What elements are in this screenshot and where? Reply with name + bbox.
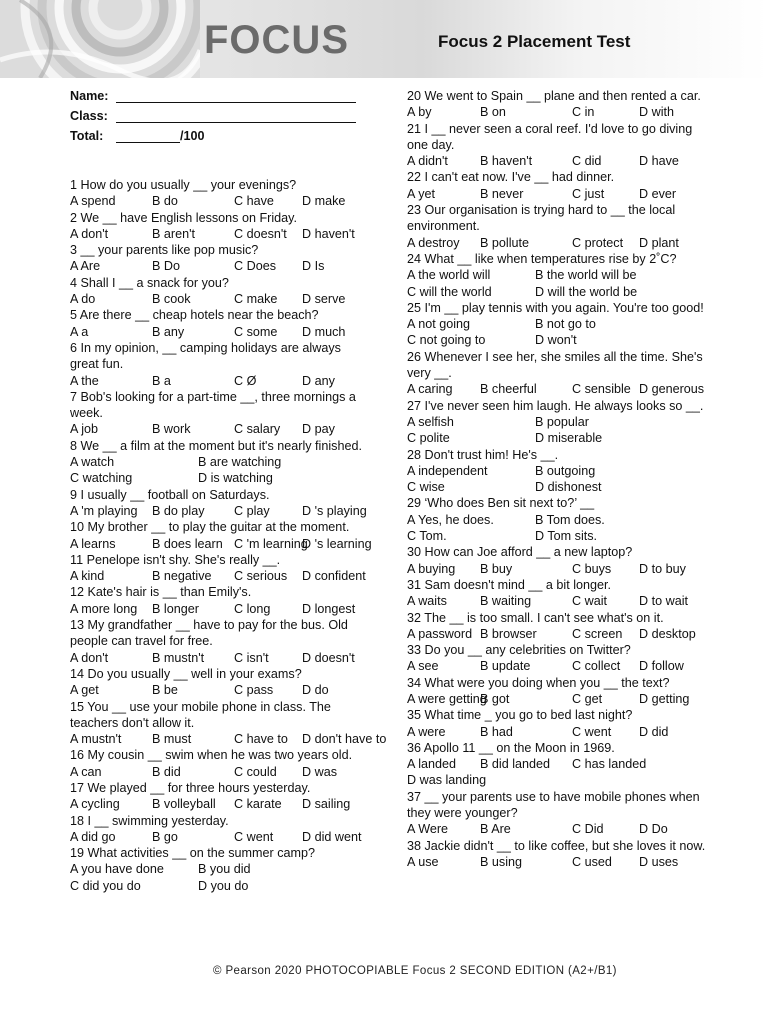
answer-options-row [70, 226, 370, 242]
answer-option[interactable]: B buy [480, 561, 513, 576]
answer-option[interactable]: C not going to [407, 333, 486, 348]
answer-options-row [70, 324, 370, 340]
answer-option[interactable]: D plant [639, 235, 679, 250]
answer-option[interactable]: B never [480, 186, 524, 201]
answer-options-row [70, 829, 370, 845]
focus-swirl-graphic [0, 0, 200, 78]
answer-option[interactable]: C 'm learning [234, 536, 308, 551]
answer-options-row [70, 454, 370, 470]
answer-option[interactable]: B must [152, 732, 192, 747]
answer-option[interactable]: C polite [407, 431, 450, 446]
answer-option[interactable]: C pass [234, 683, 274, 698]
answer-options-row [70, 861, 370, 877]
answer-option[interactable]: A were [407, 724, 446, 739]
answer-option[interactable]: D Is [302, 259, 325, 274]
answer-option[interactable]: B had [480, 724, 513, 739]
answer-option[interactable]: B Tom does. [535, 512, 605, 527]
answer-option[interactable]: B volleyball [152, 797, 216, 812]
answer-options-row [407, 724, 707, 740]
answer-options-row [70, 536, 370, 552]
answer-option[interactable]: A didn't [407, 154, 448, 169]
answer-options-row [70, 682, 370, 698]
question-text: 26 Whenever I see her, she smiles all the time. She's very __. [407, 349, 703, 381]
question-text: 15 You __ use your mobile phone in class. The teachers don't allow it. [70, 699, 331, 730]
answer-option[interactable]: D ever [639, 186, 677, 201]
answer-option[interactable]: A you have done [70, 862, 164, 877]
answer-option[interactable]: C wait [572, 594, 607, 609]
answer-option[interactable]: A spend [70, 194, 116, 209]
answer-option[interactable]: D Tom sits. [535, 529, 598, 544]
answer-options-row [407, 626, 707, 642]
question-text: 25 I'm __ play tennis with you again. You're too good! [407, 300, 704, 315]
answer-option[interactable]: D don't have to [302, 732, 387, 747]
question-text: 7 Bob's looking for a part-time __, three mornings a week. [70, 389, 356, 421]
answer-option[interactable]: B are watching [198, 455, 282, 470]
answer-option[interactable]: A landed [407, 757, 457, 772]
answer-option[interactable]: B Do [152, 259, 180, 274]
answer-option[interactable]: D you do [198, 878, 249, 893]
answer-option[interactable]: B pollute [480, 235, 530, 250]
answer-option[interactable]: A kind [70, 569, 105, 584]
answer-options-row [407, 854, 707, 870]
answer-options-row [407, 756, 707, 772]
answer-option[interactable]: C went [572, 724, 612, 739]
question-text: 11 Penelope isn't shy. She's really __. [70, 552, 281, 567]
total-label: Total: [70, 129, 104, 143]
answer-options-row [407, 381, 707, 397]
question-text: 33 Do you __ any celebrities on Twitter? [407, 643, 631, 658]
answer-option[interactable]: C screen [572, 626, 623, 641]
answer-option[interactable]: B did landed [480, 757, 551, 772]
answer-option[interactable]: C did [572, 154, 602, 169]
answer-option[interactable]: D getting [639, 691, 690, 706]
answer-option[interactable]: C salary [234, 422, 281, 437]
answer-option[interactable]: B negative [152, 569, 212, 584]
answer-option[interactable]: A the world will [407, 268, 491, 283]
answer-option[interactable]: A see [407, 659, 439, 674]
answer-option[interactable]: D desktop [639, 626, 696, 641]
question-text: 1 How do you usually __ your evenings? [70, 178, 297, 192]
answer-option[interactable]: D to buy [639, 561, 686, 576]
answer-options-row [407, 691, 707, 707]
question-text: 9 I usually __ football on Saturdays. [70, 487, 270, 502]
class-line [116, 122, 356, 123]
question-text: 6 In my opinion, __ camping holidays are always great fun. [70, 340, 341, 372]
answer-option[interactable]: C will the world [407, 284, 492, 299]
answer-option[interactable]: C make [234, 292, 278, 307]
answer-options-row [407, 479, 707, 495]
answer-option[interactable]: A do [70, 292, 96, 307]
answer-option[interactable]: D do [302, 683, 329, 698]
answer-option[interactable]: C karate [234, 797, 282, 812]
answer-option[interactable]: C have [234, 194, 274, 209]
answer-option[interactable]: B waiting [480, 594, 532, 609]
answer-option[interactable]: D doesn't [302, 650, 355, 665]
total-line [116, 142, 180, 143]
answer-options-row [407, 593, 707, 609]
answer-option[interactable]: D miserable [535, 431, 603, 446]
answer-option[interactable]: C play [234, 503, 270, 518]
answer-option[interactable]: C wise [407, 480, 445, 495]
question-text: 4 Shall I __ a snack for you? [70, 275, 229, 290]
answer-option[interactable]: A yet [407, 186, 436, 201]
answer-option[interactable]: C have to [234, 732, 288, 747]
answer-option[interactable]: A selfish [407, 414, 454, 429]
answer-option[interactable]: B mustn't [152, 650, 205, 665]
answer-option[interactable]: A cycling [70, 797, 120, 812]
answer-option[interactable]: B go [152, 829, 178, 844]
answer-options-row [70, 568, 370, 584]
answer-option[interactable]: D confident [302, 569, 366, 584]
answer-option[interactable]: D was [302, 764, 337, 779]
answer-options-row [70, 373, 370, 389]
answer-option[interactable]: C has landed [572, 757, 647, 772]
answer-option[interactable]: B haven't [480, 154, 533, 169]
answer-option[interactable]: D with [639, 105, 674, 120]
answer-option[interactable]: C used [572, 854, 612, 869]
answer-option[interactable]: C get [572, 691, 603, 706]
answer-option[interactable]: D will the world be [535, 284, 638, 299]
answer-option[interactable]: C went [234, 829, 274, 844]
answer-option[interactable]: B using [480, 854, 523, 869]
question-text: 23 Our organisation is trying hard to __ the local environment. [407, 203, 676, 234]
answer-options-row [407, 512, 707, 528]
answer-option[interactable]: A get [70, 683, 99, 698]
answer-options-row [407, 284, 707, 300]
answer-option[interactable]: D uses [639, 854, 679, 869]
answer-options-row [407, 267, 707, 283]
answer-options-row [407, 235, 707, 251]
question-text: 16 My cousin __ swim when he was two years old. [70, 748, 353, 763]
answer-option[interactable]: A job [70, 422, 99, 437]
answer-options-row [70, 421, 370, 437]
answer-option[interactable]: A Yes, he does. [407, 512, 494, 527]
answer-option[interactable]: D make [302, 194, 346, 209]
answer-option[interactable]: B got [480, 691, 510, 706]
answer-option[interactable]: B be [152, 683, 178, 698]
answer-option[interactable]: D did [639, 724, 669, 739]
answer-option[interactable]: A can [70, 764, 102, 779]
answer-options-row [407, 561, 707, 577]
answer-option[interactable]: C collect [572, 659, 621, 674]
answer-option[interactable]: D sailing [302, 797, 351, 812]
answer-option[interactable]: A a [70, 324, 89, 339]
answer-options-row [407, 463, 707, 479]
answer-option[interactable]: C some [234, 324, 278, 339]
answer-option[interactable]: A don't [70, 650, 109, 665]
answer-option[interactable]: C did you do [70, 878, 141, 893]
answer-option[interactable]: D dishonest [535, 480, 602, 495]
answer-option[interactable]: D generous [639, 382, 705, 397]
answer-options-row [407, 658, 707, 674]
answer-option[interactable]: A caring [407, 382, 453, 397]
question-text: 17 We played __ for three hours yesterday. [70, 780, 311, 795]
answer-option[interactable]: A 'm playing [70, 503, 138, 518]
answer-option[interactable]: C doesn't [234, 226, 287, 241]
question-text: 18 I __ swimming yesterday. [70, 813, 229, 828]
question-text: 21 I __ never seen a coral reef. I'd love to go diving one day. [407, 121, 693, 152]
question-text: 22 I can't eat now. I've __ had dinner. [407, 170, 615, 185]
answer-option[interactable]: C watching [70, 471, 133, 486]
answer-option[interactable]: C Tom. [407, 529, 447, 544]
answer-option[interactable]: B on [480, 105, 506, 120]
answer-option[interactable]: B aren't [152, 226, 196, 241]
question-text: 3 __ your parents like pop music? [70, 243, 259, 258]
answer-option[interactable]: B cook [152, 292, 191, 307]
answer-options-row [70, 601, 370, 617]
question-text: 28 Don't trust him! He's __. [407, 447, 559, 462]
answer-option[interactable]: C sensible [572, 382, 631, 397]
test-title: Focus 2 Placement Test [438, 32, 631, 51]
answer-option[interactable]: D follow [639, 659, 684, 674]
answer-option[interactable]: D did went [302, 829, 362, 844]
answer-options-row [70, 258, 370, 274]
answer-option[interactable]: B not go to [535, 317, 596, 332]
answer-option[interactable]: C long [234, 601, 271, 616]
answer-option[interactable]: D is watching [198, 471, 273, 486]
answer-options-row [70, 470, 370, 486]
question-text: 32 The __ is too small. I can't see what's on it. [407, 610, 664, 625]
answer-options-row [407, 104, 707, 120]
answer-option[interactable]: A mustn't [70, 732, 122, 747]
answer-option[interactable]: D longest [302, 601, 356, 616]
questions-column-right [407, 88, 707, 870]
answer-option[interactable]: B Are [480, 822, 511, 837]
answer-option[interactable]: A password [407, 626, 473, 641]
answer-option[interactable]: C serious [234, 569, 288, 584]
answer-option[interactable]: A buying [407, 561, 456, 576]
question-text: 24 What __ like when temperatures rise by 2˚C? [407, 251, 677, 266]
answer-options-row [407, 414, 707, 430]
answer-option[interactable]: A waits [407, 594, 447, 609]
question-text: 8 We __ a film at the moment but it's nearly finished. [70, 438, 362, 453]
answer-option[interactable]: D any [302, 373, 335, 388]
answer-options-row [70, 193, 370, 209]
answer-option[interactable]: C Did [572, 822, 604, 837]
answer-option[interactable]: C could [234, 764, 277, 779]
answer-option[interactable]: A Are [70, 259, 101, 274]
answer-option[interactable]: A more long [70, 601, 138, 616]
question-text: 29 ‘Who does Ben sit next to?’ __ [407, 496, 595, 511]
answer-option[interactable]: B any [152, 324, 185, 339]
answer-option[interactable]: A learns [70, 536, 116, 551]
answer-option[interactable]: A Were [407, 822, 449, 837]
answer-option[interactable]: D haven't [302, 226, 355, 241]
question-text: 12 Kate's hair is __ than Emily's. [70, 585, 252, 600]
answer-options-row [70, 650, 370, 666]
class-field[interactable] [70, 109, 116, 123]
answer-option[interactable]: B browser [480, 626, 537, 641]
answer-option[interactable]: D 's playing [302, 503, 367, 518]
answer-options-row [407, 153, 707, 169]
question-text: 13 My grandfather __ have to pay for the bus. Old people can travel for free. [70, 618, 348, 649]
question-text: 5 Are there __ cheap hotels near the beach? [70, 308, 319, 323]
total-max: /100 [180, 129, 205, 143]
answer-option[interactable]: A independent [407, 463, 488, 478]
question-text: 36 Apollo 11 __ on the Moon in 1969. [407, 740, 615, 755]
question-text: 27 I've never seen him laugh. He always looks so __. [407, 398, 704, 413]
answer-option[interactable]: D to wait [639, 594, 688, 609]
answer-options-row [407, 528, 707, 544]
total-field[interactable] [70, 129, 205, 143]
name-line [116, 102, 356, 103]
answer-options-row [407, 186, 707, 202]
answer-option[interactable]: B does learn [152, 536, 223, 551]
answer-option[interactable]: D won't [535, 333, 577, 348]
question-text: 34 What were you doing when you __ the text? [407, 675, 670, 690]
question-text: 31 Sam doesn't mind __ a bit longer. [407, 577, 612, 592]
answer-options-row [407, 772, 707, 788]
answer-option[interactable]: C in [572, 105, 595, 120]
answer-option[interactable]: D 's learning [302, 536, 372, 551]
answer-option[interactable]: C protect [572, 235, 624, 250]
answer-option[interactable]: B cheerful [480, 382, 537, 397]
answer-option[interactable]: C just [572, 186, 605, 201]
question-text: 20 We went to Spain __ plane and then rented a car. [407, 89, 701, 103]
answer-options-row [407, 316, 707, 332]
question-text: 14 Do you usually __ well in your exams? [70, 666, 302, 681]
question-text: 37 __ your parents use to have mobile phones when they were younger? [407, 789, 700, 821]
answer-option[interactable]: B the world will be [535, 268, 637, 283]
answer-option[interactable]: B work [152, 422, 191, 437]
question-text: 2 We __ have English lessons on Friday. [70, 210, 298, 225]
answer-option[interactable]: C buys [572, 561, 612, 576]
answer-option[interactable]: B did [152, 764, 181, 779]
answer-option[interactable]: B update [480, 659, 531, 674]
answer-options-row [407, 821, 707, 837]
name-field[interactable] [70, 89, 116, 103]
focus-logo: FOCUS [204, 18, 349, 62]
answer-option[interactable]: A not going [407, 317, 471, 332]
answer-option[interactable]: B longer [152, 601, 199, 616]
answer-option[interactable]: B you did [198, 862, 251, 877]
answer-option[interactable]: C Does [234, 259, 276, 274]
answer-option[interactable]: D have [639, 154, 679, 169]
answer-option[interactable]: B outgoing [535, 463, 596, 478]
answer-option[interactable]: D pay [302, 422, 335, 437]
answer-options-row [70, 731, 387, 747]
answer-option[interactable]: B do play [152, 503, 205, 518]
answer-option[interactable]: D serve [302, 292, 346, 307]
answer-options-row [70, 764, 370, 780]
answer-option[interactable]: A don't [70, 226, 109, 241]
answer-options-row [407, 430, 707, 446]
answer-option[interactable]: A watch [70, 455, 115, 470]
question-text: 38 Jackie didn't __ to like coffee, but she loves it now. [407, 838, 706, 853]
question-text: 30 How can Joe afford __ a new laptop? [407, 545, 633, 560]
answer-option[interactable]: B a [152, 373, 171, 388]
answer-option[interactable]: A were getting [407, 691, 487, 706]
questions-column-left [70, 177, 387, 894]
answer-option[interactable]: D Do [639, 822, 668, 837]
page-header [0, 0, 768, 78]
answer-option[interactable]: A destroy [407, 235, 460, 250]
answer-option[interactable]: A did go [70, 829, 116, 844]
answer-option[interactable]: C Ø [234, 373, 257, 388]
answer-option[interactable]: A the [70, 373, 99, 388]
answer-option[interactable]: D much [302, 324, 346, 339]
answer-option[interactable]: A use [407, 854, 439, 869]
question-text: 19 What activities __ on the summer camp? [70, 846, 315, 861]
question-text: 35 What time _ you go to bed last night? [407, 708, 633, 723]
name-label: Name: [70, 89, 109, 103]
answer-option[interactable]: A by [407, 105, 432, 120]
answer-options-row [70, 878, 370, 894]
answer-options-row [70, 291, 370, 307]
answer-options-row [70, 503, 370, 519]
answer-option[interactable]: B do [152, 194, 178, 209]
answer-option[interactable]: B popular [535, 414, 589, 429]
copyright-footer: © Pearson 2020 PHOTOCOPIABLE Focus 2 SECOND EDITION (A2+/B1) [213, 965, 617, 977]
question-text: 10 My brother __ to play the guitar at the moment. [70, 520, 350, 535]
answer-option[interactable]: D was landing [407, 773, 487, 788]
class-label: Class: [70, 109, 108, 123]
answer-options-row [407, 332, 707, 348]
answer-option[interactable]: C isn't [234, 650, 269, 665]
answer-options-row [70, 796, 370, 812]
